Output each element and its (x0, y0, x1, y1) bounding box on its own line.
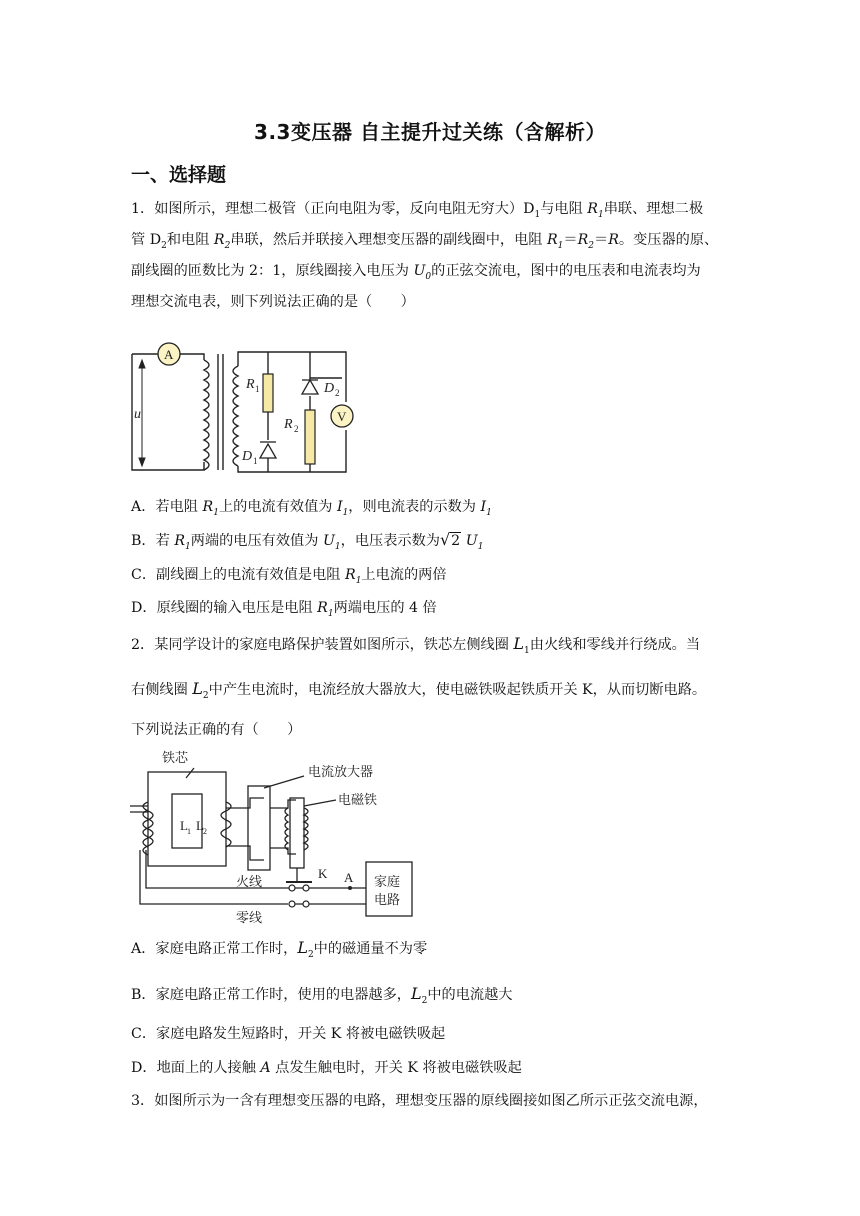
q2-device-figure (128, 748, 418, 926)
svg-text:1: 1 (255, 384, 260, 394)
q2-line3: 下列说法正确的有（ ） (131, 722, 302, 738)
section-heading: 一、选择题 (131, 164, 227, 186)
svg-text:火线: 火线 (236, 874, 263, 889)
q1-line4: 理想交流电表，则下列说法正确的是（ ） (131, 294, 415, 310)
svg-text:电磁铁: 电磁铁 (338, 792, 378, 807)
q2-option-a[interactable]: A．家庭电路正常工作时，$L_2$中的磁通量不为零 (131, 938, 428, 960)
sqrt-icon: √ (439, 530, 451, 549)
svg-text:K: K (318, 866, 328, 881)
svg-text:2: 2 (203, 827, 207, 836)
q2-option-b[interactable]: B．家庭电路正常工作时，使用的电器越多，$L_2$中的电流越大 (131, 984, 513, 1006)
svg-text:2: 2 (335, 388, 340, 398)
diode-d1-icon (260, 442, 276, 458)
q3-line1: 3．如图所示为一含有理想变压器的电路，理想变压器的原线圈接如图乙所示正弦交流电源， (131, 1093, 708, 1109)
resistor-r1 (263, 374, 273, 412)
q1-option-c[interactable]: C．副线圈上的电流有效值是电阻 $R_1$上电流的两倍 (131, 567, 447, 586)
q1-line3: 副线圈的匝数比为 2：1，原线圈接入电压为 $U_0$的正弦交流电，图中的电压表和电流表均为 (131, 263, 701, 282)
svg-text:L: L (180, 818, 188, 833)
q1-line1: 1．如图所示，理想二极管（正向电阻为零，反向电阻无穷大）$D_1$与电阻 $R_1$串联、理想二极 (131, 201, 704, 220)
q2-option-d[interactable]: D．地面上的人接触 A 点发生触电时，开关 K 将被电磁铁吸起 (131, 1060, 522, 1076)
svg-text:A: A (164, 347, 174, 362)
svg-text:V: V (337, 409, 347, 424)
svg-text:1: 1 (187, 827, 191, 836)
svg-text:零线: 零线 (236, 910, 263, 925)
q2-option-c[interactable]: C．家庭电路发生短路时，开关 K 将被电磁铁吸起 (131, 1026, 446, 1042)
svg-text:A: A (344, 870, 354, 885)
q2-line1: 2．某同学设计的家庭电路保护装置如图所示，铁芯左侧线圈 $L_1$由火线和零线并行绕成。当 (131, 634, 701, 656)
svg-text:电流放大器: 电流放大器 (308, 764, 374, 779)
q1-circuit-figure (128, 340, 358, 475)
svg-text:2: 2 (294, 424, 299, 434)
resistor-r2 (305, 410, 315, 464)
svg-text:电路: 电路 (374, 892, 401, 907)
svg-text:1: 1 (253, 456, 258, 466)
svg-text:D: D (324, 381, 335, 396)
svg-text:D: D (242, 449, 253, 464)
page-title: 3.3变压器 自主提升过关练（含解析） (254, 120, 606, 144)
svg-text:R: R (246, 377, 255, 392)
svg-text:L: L (196, 818, 204, 833)
q2-line2: 右侧线圈 $L_2$中产生电流时，电流经放大器放大，使电磁铁吸起铁质开关 K，从而切断电路。 (131, 679, 707, 701)
diode-d2-icon (302, 380, 318, 394)
svg-text:家庭: 家庭 (374, 874, 401, 889)
voltage-label: u (134, 407, 141, 422)
svg-text:铁芯: 铁芯 (162, 750, 189, 765)
svg-text:R: R (284, 417, 293, 432)
q1-option-d[interactable]: D．原线圈的输入电压是电阻 $R_1$两端电压的 4 倍 (131, 600, 437, 619)
q1-option-a[interactable]: A．若电阻 $R_1$上的电流有效值为 $I_1$，则电流表的示数为 $I_1$ (131, 499, 492, 518)
q1-option-b[interactable]: B．若 $R_1$两端的电压有效值为 $U_1$，电压表示数为√2 $U_1$ (131, 530, 484, 552)
q1-line2: 管 $D_2$和电阻 $R_2$串联，然后并联接入理想变压器的副线圈中，电阻 $R_1=R_2=R$。变压器的原、 (131, 232, 719, 251)
